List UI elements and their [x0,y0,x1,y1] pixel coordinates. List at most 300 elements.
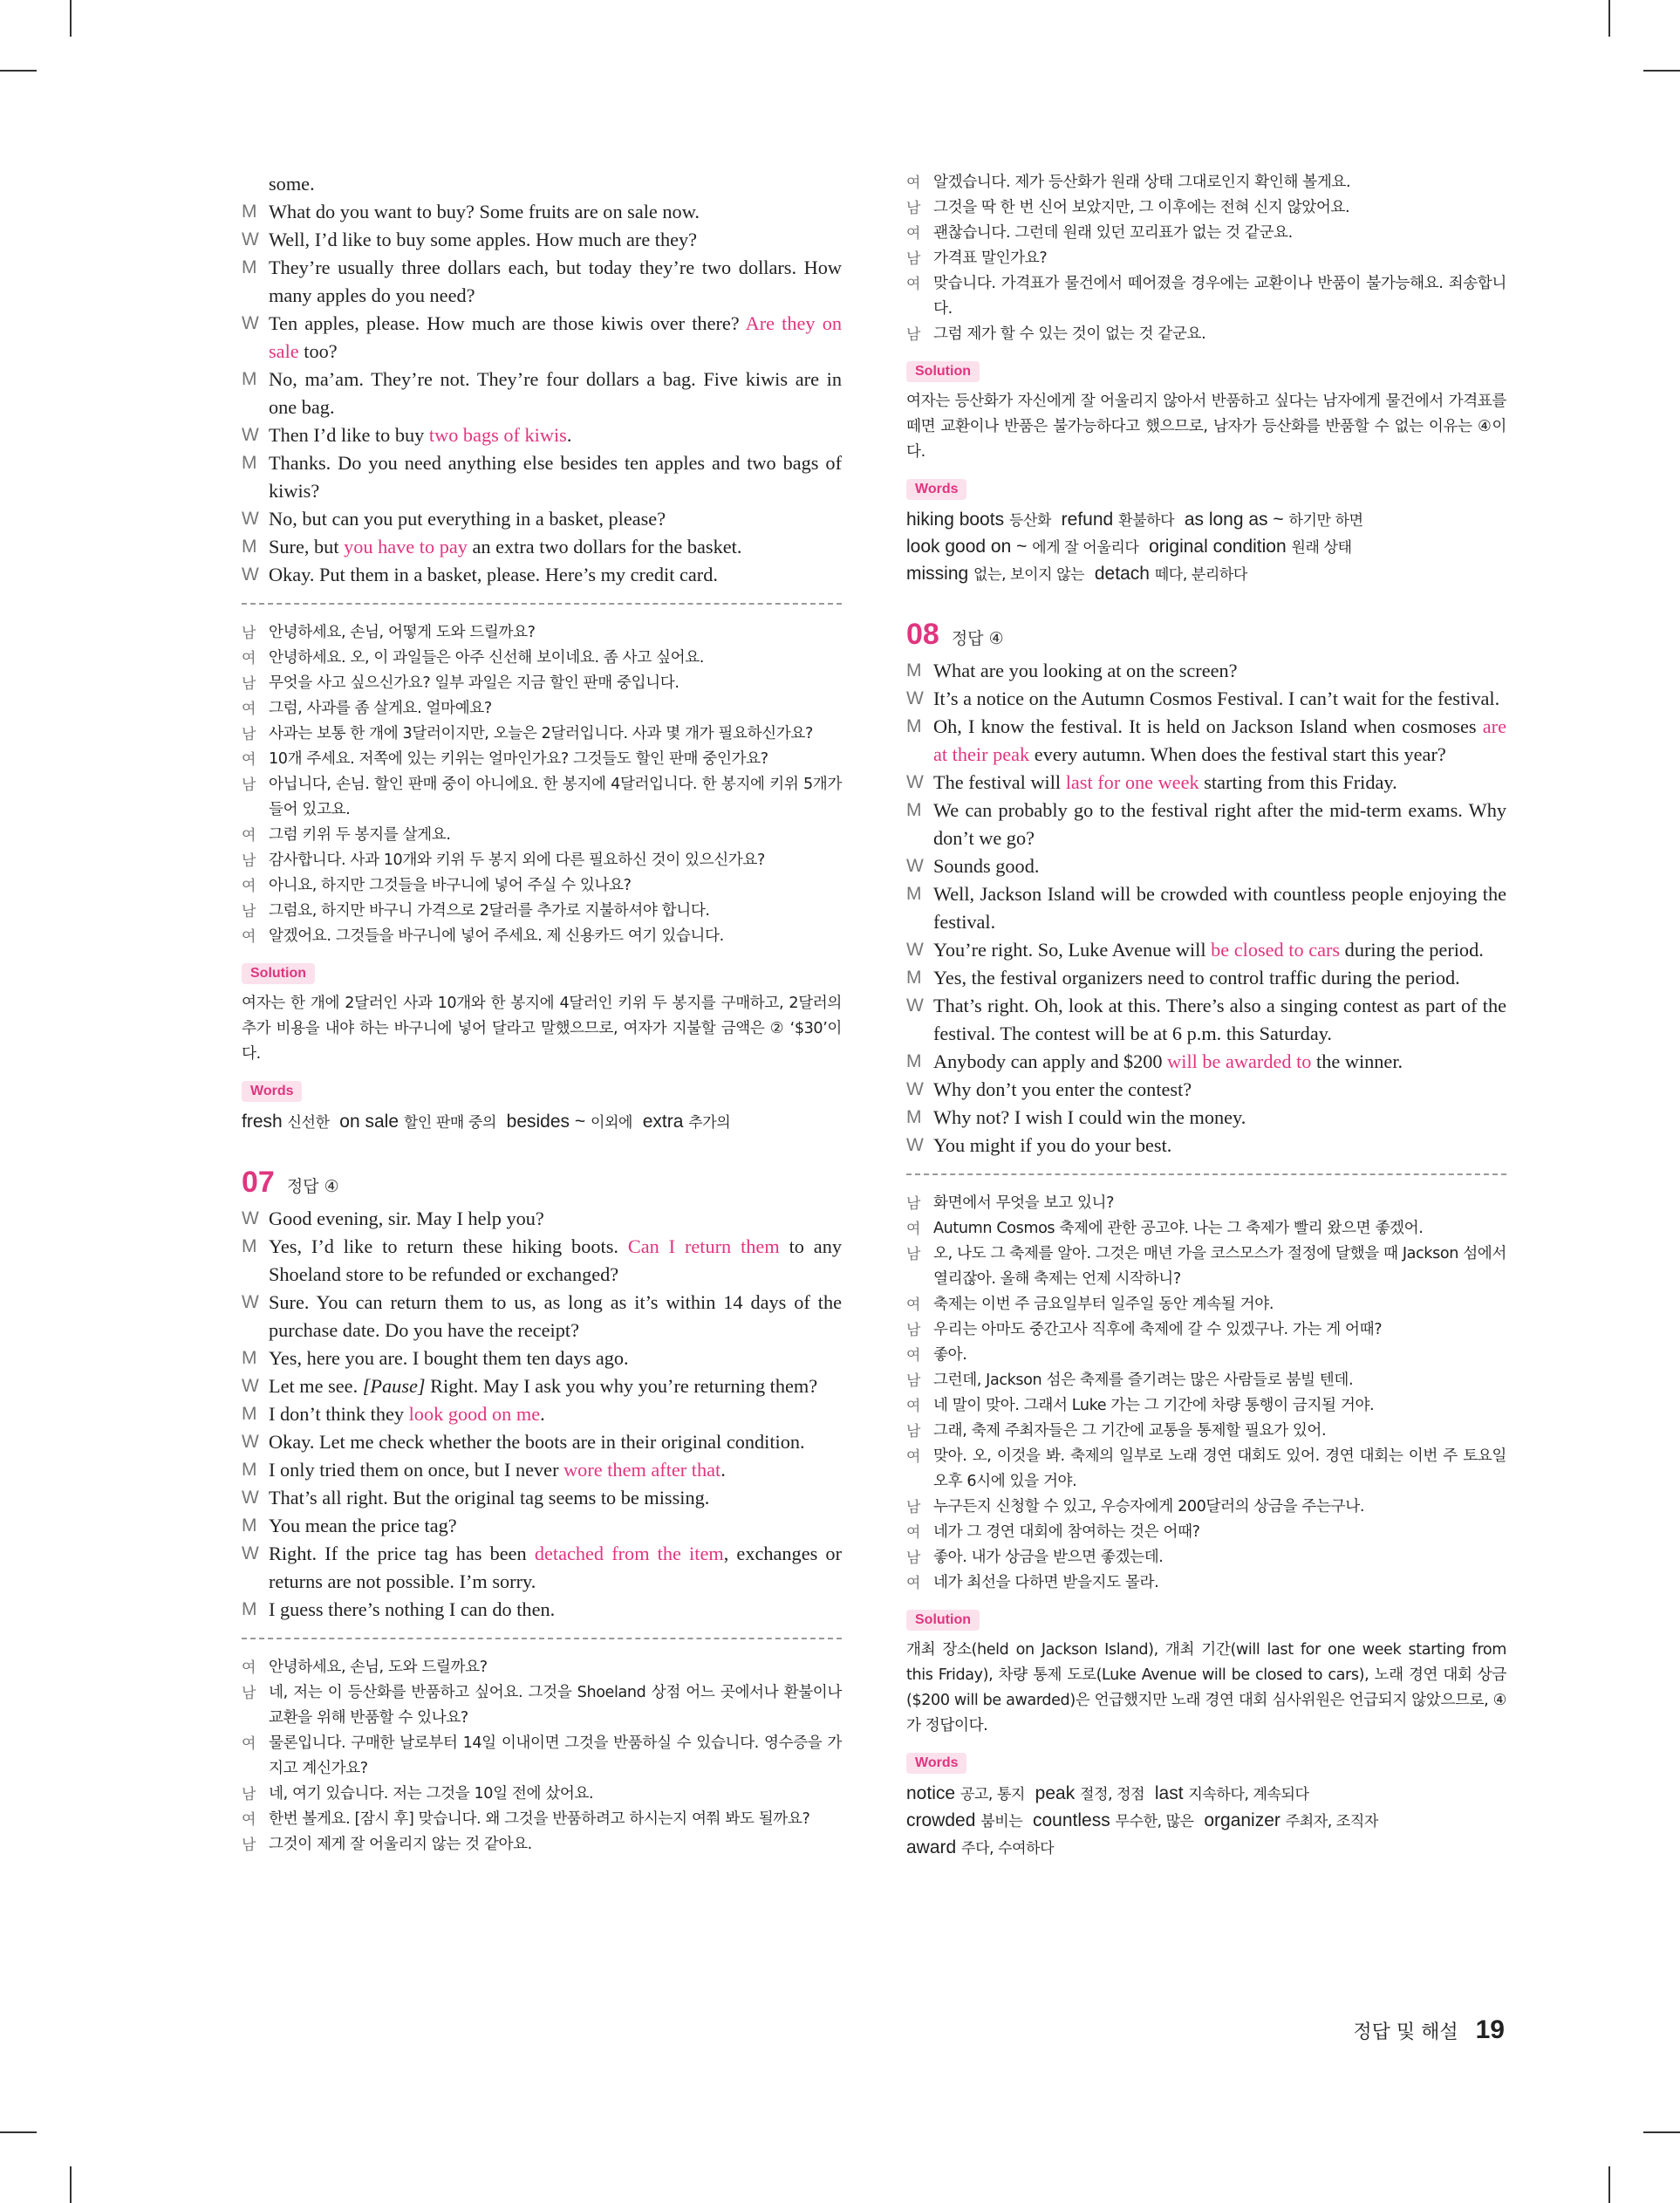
vocab-term: peak [1035,1783,1076,1803]
dialogue-line [242,226,842,254]
vocab-meaning: 할인 판매 중의 [403,1114,496,1132]
left-column [242,170,842,1857]
translation-line [906,1545,1506,1570]
crop-mark [0,2131,37,2133]
vocab-term: original condition [1149,537,1287,557]
dialogue-line [906,657,1506,685]
dialogue-text [933,769,1506,797]
speaker-label: W [242,229,259,250]
translation-line [242,747,842,772]
dialogue-line [242,449,842,505]
translation-text: 안녕하세요. 오, 이 과일들은 아주 신선해 보이네요. 좀 사고 싶어요. [269,649,704,667]
vocab-row [906,1835,1506,1862]
dialogue-text [933,657,1506,685]
dialogue-text [269,1344,842,1372]
dialogue-line [242,1484,842,1512]
speaker-label: M [242,1348,257,1368]
dialogue-line [906,936,1506,964]
translation-text: 맞습니다. 가격표가 물건에서 떼어졌을 경우에는 교환이나 반품이 불가능해요. 죄송합니다. [933,275,1506,318]
translation-text: 그럼 제가 할 수 있는 것이 없는 것 같군요. [933,325,1206,343]
translation-line [906,1317,1506,1343]
speaker-label: W [242,564,259,585]
translation-line [906,1444,1506,1495]
dialogue-line [906,852,1506,880]
text-segment: Good evening, sir. May I help you? [269,1208,544,1229]
text-segment: starting from this Friday. [1199,771,1397,793]
page-number: 19 [1475,2015,1505,2044]
translation-text: 안녕하세요, 손님, 어떻게 도와 드릴까요? [269,624,536,641]
question-number: 07 [242,1166,275,1199]
dialogue-line [242,561,842,589]
dashed-divider [906,1173,1506,1175]
translation-line [906,1191,1506,1216]
text-segment: That’s all right. But the original tag seems to be missing. [269,1487,710,1509]
vocab-term: last [1154,1783,1184,1803]
translation-text: 오, 나도 그 축제를 알아. 그것은 매년 가을 코스모스가 절정에 달했을 때 Jackson 섬에서 열리잖아. 올해 축제는 언제 시작하니? [933,1245,1506,1288]
speaker-label: 남 [906,1550,921,1566]
dashed-divider [242,603,842,605]
dialogue-text [933,1104,1506,1132]
vocab-term: on sale [339,1112,399,1132]
speaker-label: 여 [242,928,256,945]
translation-text: 10개 주세요. 저쪽에 있는 키위는 얼마인가요? 그것들도 할인 판매 중인가요? [269,750,768,768]
speaker-label: M [242,537,257,557]
question-number: 08 [906,618,939,651]
vocab-term: award [906,1837,957,1857]
speaker-label: 여 [906,1398,921,1414]
vocab-meaning: 이외에 [590,1114,633,1132]
speaker-label: M [242,1460,257,1480]
q08-header [906,618,1506,652]
speaker-label: W [242,313,259,333]
text-segment: You mean the price tag? [269,1515,457,1536]
translation-text: 아닙니다, 손님. 할인 판매 중이 아니에요. 한 봉지에 4달러입니다. 한 봉지에 키위 5개가 들어 있고요. [269,776,842,818]
q08-korean-dialogue [906,1191,1506,1596]
text-segment: some. [269,173,315,195]
q07-words-list [906,507,1506,588]
text-segment: What are you looking at on the screen? [933,660,1238,681]
vocab-row [906,561,1506,588]
speaker-label: W [906,940,924,960]
translation-line [242,722,842,747]
dialogue-line [242,310,842,366]
dialogue-text [269,198,842,226]
translation-text: 아니요, 하지만 그것들을 바구니에 넣어 주실 수 있나요? [269,877,632,894]
speaker-label: 여 [242,701,256,717]
q07-solution-text: 여자는 등산화가 자신에게 잘 어울리지 않아서 반품하고 싶다는 남자에게 물건에서 가격표를 떼면 교환이나 반품은 불가능하다고 했으므로, 남자가 등산화를 반품할 수 없는 이유는 ④이다. [906,393,1506,461]
speaker-label: 여 [906,225,921,242]
vocab-meaning: 지속하다, 계속되다 [1188,1786,1309,1803]
translation-text: 알겠어요. 그것들을 바구니에 넣어 주세요. 제 신용카드 여기 있습니다. [269,927,724,945]
text-segment: Well, Jackson Island will be crowded with countless people enjoying the festival. [933,883,1506,933]
vocab-meaning: 하기만 하면 [1288,512,1363,530]
translation-line [906,1495,1506,1520]
translation-text: 네가 최선을 다하면 받을지도 몰라. [933,1574,1159,1591]
text-segment: , exchanges or returns are not possible. I’m sorry. [269,1543,842,1592]
text-segment: to any Shoeland store to be refunded or exchanged? [269,1235,843,1285]
translation-text: 안녕하세요, 손님, 도와 드릴까요? [269,1659,488,1676]
dialogue-line [242,1400,842,1428]
speaker-label: 남 [906,1372,921,1389]
dialogue-text [269,254,842,310]
translation-line [906,1520,1506,1545]
highlighted-phrase: be closed to cars [1211,939,1341,961]
dialogue-text [933,880,1506,936]
dialogue-line [906,685,1506,713]
right-column [906,170,1506,1862]
speaker-label: M [242,453,257,473]
translation-line [242,671,842,696]
speaker-label: W [906,688,924,708]
translation-line [906,1393,1506,1419]
speaker-label: 남 [906,1246,921,1262]
speaker-label: 여 [242,827,256,844]
text-segment: You’re right. So, Luke Avenue will [933,939,1212,961]
vocab-meaning: 없는, 보이지 않는 [973,566,1085,584]
dialogue-line [242,366,842,421]
translation-line [242,1832,842,1857]
speaker-label: 여 [906,1221,921,1237]
speaker-label: 남 [242,903,256,920]
text-segment: Oh, I know the festival. It is held on Jackson Island when cosmoses [933,715,1483,737]
highlighted-phrase: two bags of kiwis [428,424,567,446]
dialogue-text [269,1289,842,1344]
dialogue-text [269,1372,842,1400]
crop-mark [1608,2166,1610,2203]
translation-line [242,899,842,924]
vocab-meaning: 추가의 [688,1114,731,1132]
translation-line [906,1216,1506,1242]
vocab-meaning: 등산화 [1008,512,1051,530]
speaker-label: M [242,1404,257,1424]
dialogue-text [269,1205,842,1233]
dialogue-text [933,1076,1506,1104]
q07-korean-dialogue-part1 [242,1655,842,1857]
speaker-label: M [242,1599,257,1619]
translation-line [906,1242,1506,1292]
words-label: Words [906,479,966,500]
speaker-label: 여 [242,1811,256,1828]
speaker-label: 남 [906,200,921,216]
translation-line [242,848,842,873]
dialogue-line [906,880,1506,936]
dialogue-text [269,366,842,421]
dialogue-text [933,936,1506,964]
dialogue-text [269,1400,842,1428]
translation-text: 가격표 말인가요? [933,250,1048,267]
speaker-label: 남 [906,1322,921,1338]
vocab-term: hiking boots [906,510,1005,530]
translation-line [242,1680,842,1731]
speaker-label: 남 [906,1423,921,1440]
dialogue-line [242,1540,842,1596]
speaker-label: M [906,1107,922,1127]
text-segment: [Pause] [362,1375,426,1397]
speaker-label: 남 [242,726,256,742]
speaker-label: W [242,1292,259,1312]
dialogue-text [269,1540,842,1596]
translation-text: 감사합니다. 사과 10개와 키위 두 봉지 외에 다른 필요하신 것이 있으신가요? [269,852,765,869]
answer-label: 정답 ④ [286,1177,339,1196]
dialogue-line [242,1205,842,1233]
speaker-label: W [906,1079,924,1099]
speaker-label: 남 [906,1499,921,1515]
dashed-divider [242,1638,842,1639]
highlighted-phrase: detached from the item [534,1543,724,1564]
translation-text: 네, 저는 이 등산화를 반품하고 싶어요. 그것을 Shoeland 상점 어느 곳에서나 환불이나 교환을 위해 반품할 수 있나요? [269,1684,842,1727]
speaker-label: M [906,800,922,820]
vocab-term: look good on ~ [906,537,1028,557]
translation-line [242,873,842,899]
dialogue-text [933,797,1506,852]
translation-text: 축제는 이번 주 금요일부터 일주일 동안 계속될 거야. [933,1296,1274,1313]
translation-text: 사과는 보통 한 개에 3달러이지만, 오늘은 2달러입니다. 사과 몇 개가 필요하신가요? [269,725,813,742]
speaker-label: 여 [906,1448,921,1465]
translation-text: 그런데, Jackson 섬은 축제를 즐기려는 많은 사람들로 붐빌 텐데. [933,1372,1354,1389]
text-segment: every autumn. When does the festival start this year? [1029,743,1446,765]
translation-text: 물론입니다. 구매한 날로부터 14일 이내이면 그것을 반품하실 수 있습니다. 영수증을 가지고 계신가요? [269,1734,842,1777]
text-segment: the winner. [1311,1050,1403,1072]
dialogue-text [933,1048,1506,1076]
vocab-term: besides ~ [506,1112,586,1132]
vocab-term: missing [906,564,969,584]
vocab-term: fresh [242,1112,283,1132]
translation-text: 우리는 아마도 중간고사 직후에 축제에 갈 수 있겠구나. 가는 게 어때? [933,1321,1383,1338]
vocab-meaning: 절정, 정점 [1080,1786,1145,1803]
highlighted-phrase: Are they on sale [269,312,842,362]
text-segment: Yes, here you are. I bought them ten days ago. [269,1347,629,1369]
highlighted-phrase: Can I return them [627,1235,780,1257]
vocab-term: detach [1094,564,1150,584]
vocab-term: refund [1061,510,1114,530]
text-segment: Anybody can apply and $200 [933,1050,1168,1072]
speaker-label: M [906,716,922,736]
text-segment: That’s right. Oh, look at this. There’s also a singing contest as part of the festival. The contest will be at 6 p.m. this Saturday. [933,995,1506,1044]
dialogue-line [906,1048,1506,1076]
translation-line [906,1292,1506,1317]
text-segment: Well, I’d like to buy some apples. How much are they? [269,229,698,250]
speaker-label: M [242,257,257,277]
highlighted-phrase: will be awarded to [1167,1050,1312,1072]
q08-solution-text: 개최 장소(held on Jackson Island), 개최 기간(will last for one week starting from this Friday), 차량 통제 도로(Luke Avenue will be closed to cars), 노래 경연 대회 상금($200 will be awarded)은 언급했지만 노래 경연 대회 심사위원은 언급되지 않았으므로, ④가 정답이다. [906,1641,1506,1734]
dialogue-text [269,533,842,561]
text-segment: Let me see. [269,1375,363,1397]
translation-line [242,620,842,646]
text-segment: I only tried them on once, but I never [269,1459,564,1481]
vocab-row [906,1781,1506,1808]
translation-text: 그럼요, 하지만 바구니 가격으로 2달러를 추가로 지불하셔야 합니다. [269,902,710,920]
speaker-label: 여 [906,1347,921,1364]
q08-english-dialogue [906,657,1506,1160]
text-segment: Thanks. Do you need anything else besides ten apples and two bags of kiwis? [269,452,842,502]
text-segment: an extra two dollars for the basket. [467,536,742,558]
q07-korean-dialogue-part2 [906,170,1506,347]
text-segment: The festival will [933,771,1066,793]
q06-korean-dialogue [242,620,842,949]
solution-label: Solution [906,361,980,382]
highlighted-phrase: you have to pay [344,536,468,558]
translation-line [906,1368,1506,1393]
vocab-term: countless [1032,1810,1110,1830]
text-segment: You might if you do your best. [933,1134,1172,1156]
speaker-label: W [906,1135,924,1155]
dialogue-text [269,226,842,254]
crop-mark [1643,70,1680,72]
page-footer [1339,2015,1505,2045]
dialogue-text [933,1132,1506,1160]
vocab-meaning: 붐비는 [980,1813,1023,1830]
solution-label: Solution [242,963,315,984]
translation-text: 맞아. 오, 이것을 봐. 축제의 일부로 노래 경연 대회도 있어. 경연 대회는 이번 주 토요일 오후 6시에 있을 거야. [933,1447,1506,1490]
speaker-label: M [242,1236,257,1256]
dialogue-line [242,1512,842,1540]
dialogue-text [269,1484,842,1512]
vocab-meaning: 떼다, 분리하다 [1154,566,1247,584]
vocab-term: organizer [1204,1810,1280,1830]
dialogue-line [906,992,1506,1048]
q07-english-dialogue [242,1205,842,1624]
speaker-label: W [242,1208,259,1228]
q08-words-list [906,1781,1506,1862]
text-segment: Yes, the festival organizers need to control traffic during the period. [933,967,1460,989]
speaker-label: W [906,772,924,792]
speaker-label: 남 [242,675,256,692]
text-segment: too? [298,340,338,362]
speaker-label: 여 [906,1575,921,1591]
speaker-label: M [906,660,922,681]
crop-mark [1643,2131,1680,2133]
text-segment: I don’t think they [269,1403,409,1425]
text-segment: Ten apples, please. How much are those kiwis over there? [269,312,746,334]
speaker-label: 남 [242,1786,256,1803]
highlighted-phrase: wore them after that [563,1459,721,1481]
translation-text: 괜찮습니다. 그런데 원래 있던 꼬리표가 없는 것 같군요. [933,224,1293,242]
speaker-label: W [906,856,924,876]
q07-header [242,1166,842,1200]
translation-text: 좋아. 내가 상금을 받으면 좋겠는데. [933,1549,1164,1566]
crop-mark [1608,0,1610,37]
dialogue-text [269,1512,842,1540]
text-segment: Sure. You can return them to us, as long as it’s within 14 days of the purchase date. Do you have the receipt? [269,1291,842,1341]
translation-line [242,1782,842,1807]
speaker-label: 여 [242,751,256,768]
vocab-meaning: 주최자, 조직자 [1285,1813,1378,1830]
dialogue-line [906,797,1506,852]
speaker-label: 여 [906,276,921,292]
speaker-label: 남 [242,777,256,793]
speaker-label: 남 [242,852,256,869]
translation-text: 무엇을 사고 싶으신가요? 일부 과일은 지금 할인 판매 중입니다. [269,674,680,692]
dialogue-text [269,170,842,198]
translation-line [242,696,842,722]
crop-mark [0,70,37,72]
vocab-row [906,1808,1506,1835]
text-segment: What do you want to buy? Some fruits are on sale now. [269,201,700,222]
dialogue-line [242,1233,842,1289]
vocab-term: extra [642,1112,684,1132]
dialogue-line [242,1596,842,1624]
translation-text: 한번 볼게요. [잠시 후] 맞습니다. 왜 그것을 반품하려고 하시는지 여쭤 봐도 될까요? [269,1810,810,1828]
vocab-meaning: 환불하다 [1118,512,1175,530]
solution-label: Solution [906,1610,980,1631]
highlighted-phrase: look good on me [408,1403,541,1425]
dialogue-line [242,533,842,561]
speaker-label: 여 [242,878,256,894]
dialogue-line [906,1076,1506,1104]
translation-text: 네가 그 경연 대회에 참여하는 것은 어때? [933,1523,1200,1541]
vocab-meaning: 공고, 통지 [960,1786,1025,1803]
vocab-row [906,507,1506,534]
speaker-label: 남 [242,625,256,641]
text-segment: No, but can you put everything in a basket, please? [269,508,666,530]
speaker-label: 남 [242,1837,256,1853]
footer-section-label: 정답 및 해설 [1353,2022,1458,2043]
dialogue-line [242,198,842,226]
text-segment: Okay. Let me check whether the boots are in their original condition. [269,1431,805,1453]
q06-english-dialogue [242,170,842,589]
dialogue-line [242,1372,842,1400]
vocab-meaning: 무수한, 많은 [1115,1813,1194,1830]
dialogue-text [269,505,842,533]
speaker-label: M [906,968,922,988]
text-segment: Yes, I’d like to return these hiking boots. [269,1235,628,1257]
vocab-meaning: 주다, 수여하다 [961,1840,1055,1857]
speaker-label: M [242,202,257,222]
vocab-meaning: 에게 잘 어울리다 [1032,539,1139,557]
speaker-label: 여 [906,1524,921,1541]
speaker-label: M [242,1515,257,1536]
speaker-label: 남 [906,1195,921,1212]
text-segment: Why not? I wish I could win the money. [933,1106,1246,1128]
translation-text: 네 말이 맞아. 그래서 Luke 가는 그 기간에 차량 통행이 금지될 거야. [933,1397,1375,1414]
text-segment: . [720,1459,726,1481]
speaker-label: W [242,1488,259,1508]
speaker-label: 여 [242,1659,256,1676]
text-segment: Sounds good. [933,855,1040,877]
dialogue-line [242,1289,842,1344]
speaker-label: W [242,509,259,529]
speaker-label: 여 [242,650,256,667]
speaker-label: 여 [906,1296,921,1313]
translation-text: Autumn Cosmos 축제에 관한 공고야. 나는 그 축제가 빨리 왔으면 좋겠어. [933,1220,1424,1237]
translation-text: 그것을 딱 한 번 신어 보았지만, 그 이후에는 전혀 신지 않았어요. [933,199,1350,216]
text-segment: Right. May I ask you why you’re returning them? [425,1375,818,1397]
dialogue-line [906,1132,1506,1160]
translation-line [242,924,842,949]
text-segment: I guess there’s nothing I can do then. [269,1598,556,1620]
speaker-label: W [242,1376,259,1396]
dialogue-text [269,449,842,505]
dialogue-text [269,1428,842,1456]
dialogue-text [933,713,1506,769]
dialogue-line [242,421,842,449]
translation-line [906,322,1506,347]
vocab-row [906,534,1506,561]
dialogue-text [933,964,1506,992]
translation-line [906,1419,1506,1444]
crop-mark [70,0,72,37]
dialogue-text [269,310,842,366]
speaker-label: W [242,1543,259,1563]
translation-line [242,646,842,671]
dialogue-text [933,685,1506,713]
crop-mark [70,2166,72,2203]
q06-solution-text: 여자는 한 개에 2달러인 사과 10개와 한 봉지에 4달러인 키위 두 봉지를 구매하고, 2달러의 추가 비용을 내야 하는 바구니에 넣어 달라고 말했으므로, 여자가 지불할 금액은 ② ‘$30’이다. [242,995,842,1063]
translation-text: 화면에서 무엇을 보고 있니? [933,1194,1115,1212]
translation-line [906,221,1506,246]
text-segment: We can probably go to the festival right after the mid-term exams. Why don’t we go? [933,799,1506,849]
words-label: Words [906,1753,966,1774]
